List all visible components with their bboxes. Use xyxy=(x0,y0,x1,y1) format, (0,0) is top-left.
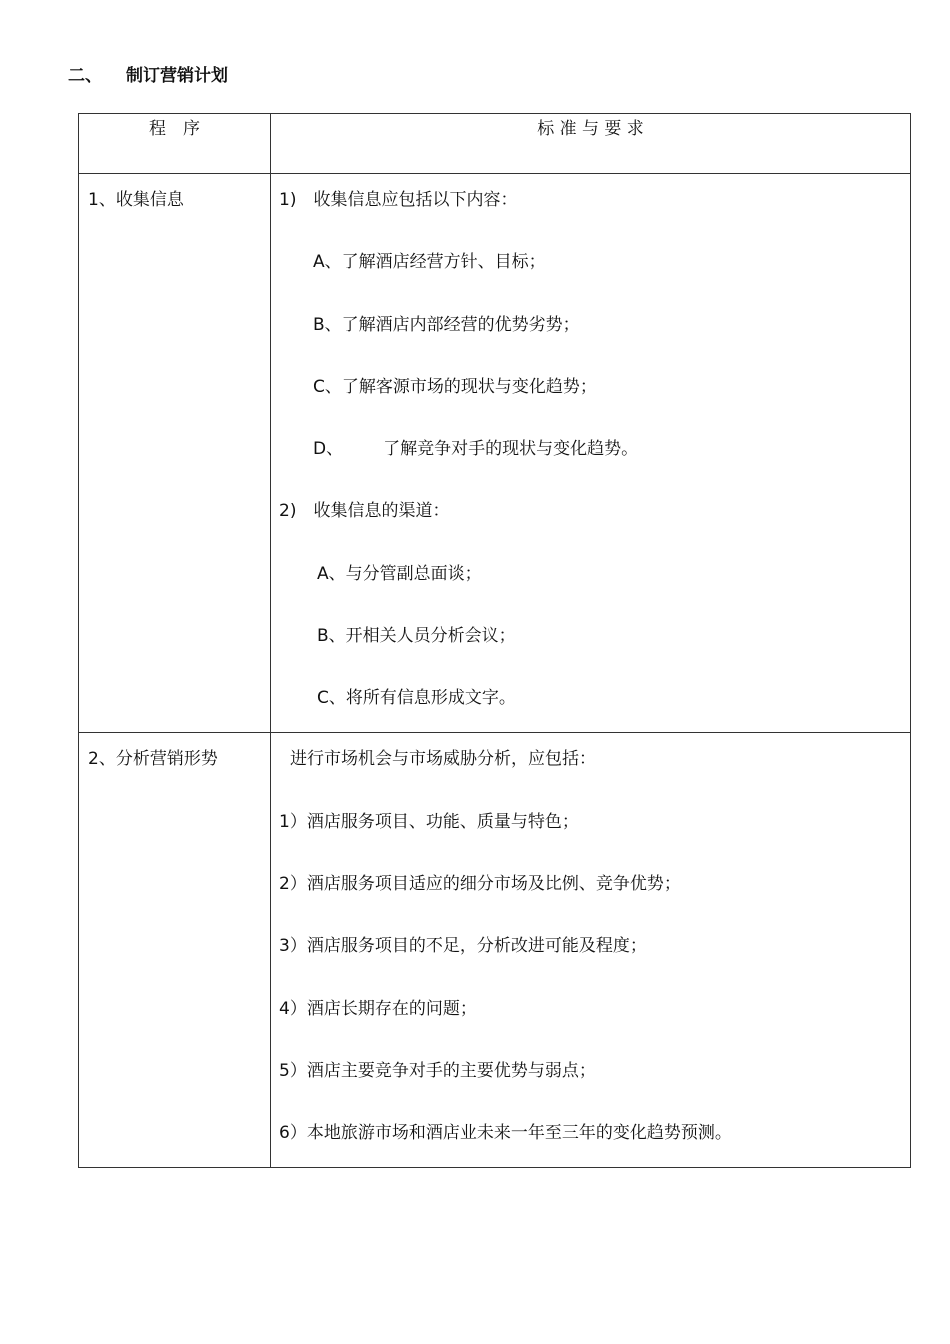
list-item: 3）酒店服务项目的不足，分析改进可能及程度； xyxy=(279,936,647,957)
list-item: C、了解客源市场的现状与变化趋势； xyxy=(313,376,597,397)
list-item: 进行市场机会与市场威胁分析，应包括： xyxy=(290,749,596,770)
list-item xyxy=(271,435,910,497)
section-heading xyxy=(68,62,228,90)
step-name: 1、收集信息 xyxy=(88,190,184,210)
list-item: A、与分管副总面谈； xyxy=(317,563,482,584)
step-cell xyxy=(79,174,271,733)
list-item: 5）酒店主要竞争对手的主要优势与弱点； xyxy=(279,1060,596,1081)
list-item: 1）酒店服务项目、功能、质量与特色； xyxy=(279,811,579,832)
table-row xyxy=(79,733,911,1168)
list-item: 1) 收集信息应包括以下内容： xyxy=(279,190,518,210)
table-header-row xyxy=(79,114,911,174)
step-name: 2、分析营销形势 xyxy=(88,749,218,770)
list-item: B、开相关人员分析会议； xyxy=(317,626,516,647)
list-item: 2）酒店服务项目适应的细分市场及比例、竞争优势； xyxy=(279,873,681,894)
list-item: C、将所有信息形成文字。 xyxy=(317,688,516,709)
step-cell xyxy=(79,733,271,1168)
standards-cell xyxy=(271,174,911,733)
list-item: 4）酒店长期存在的问题； xyxy=(279,998,477,1019)
table-row xyxy=(79,174,911,733)
list-item-text: 了解竞争对手的现状与变化趋势。 xyxy=(383,439,639,460)
list-item: A、了解酒店经营方针、目标； xyxy=(313,252,546,273)
header-standards: 标 准 与 要 求 xyxy=(271,114,911,174)
standards-cell xyxy=(271,733,911,1168)
procedure-table xyxy=(78,113,911,1168)
list-item: 2) 收集信息的渠道： xyxy=(279,501,450,522)
section-number: 二、 xyxy=(68,66,102,86)
list-item: B、了解酒店内部经营的优势劣势； xyxy=(313,314,580,335)
list-item-marker: D、 xyxy=(313,439,344,460)
section-title: 制订营销计划 xyxy=(126,66,228,86)
header-procedure: 程 序 xyxy=(79,114,271,174)
list-item: 6）本地旅游市场和酒店业未来一年至三年的变化趋势预测。 xyxy=(279,1123,732,1144)
